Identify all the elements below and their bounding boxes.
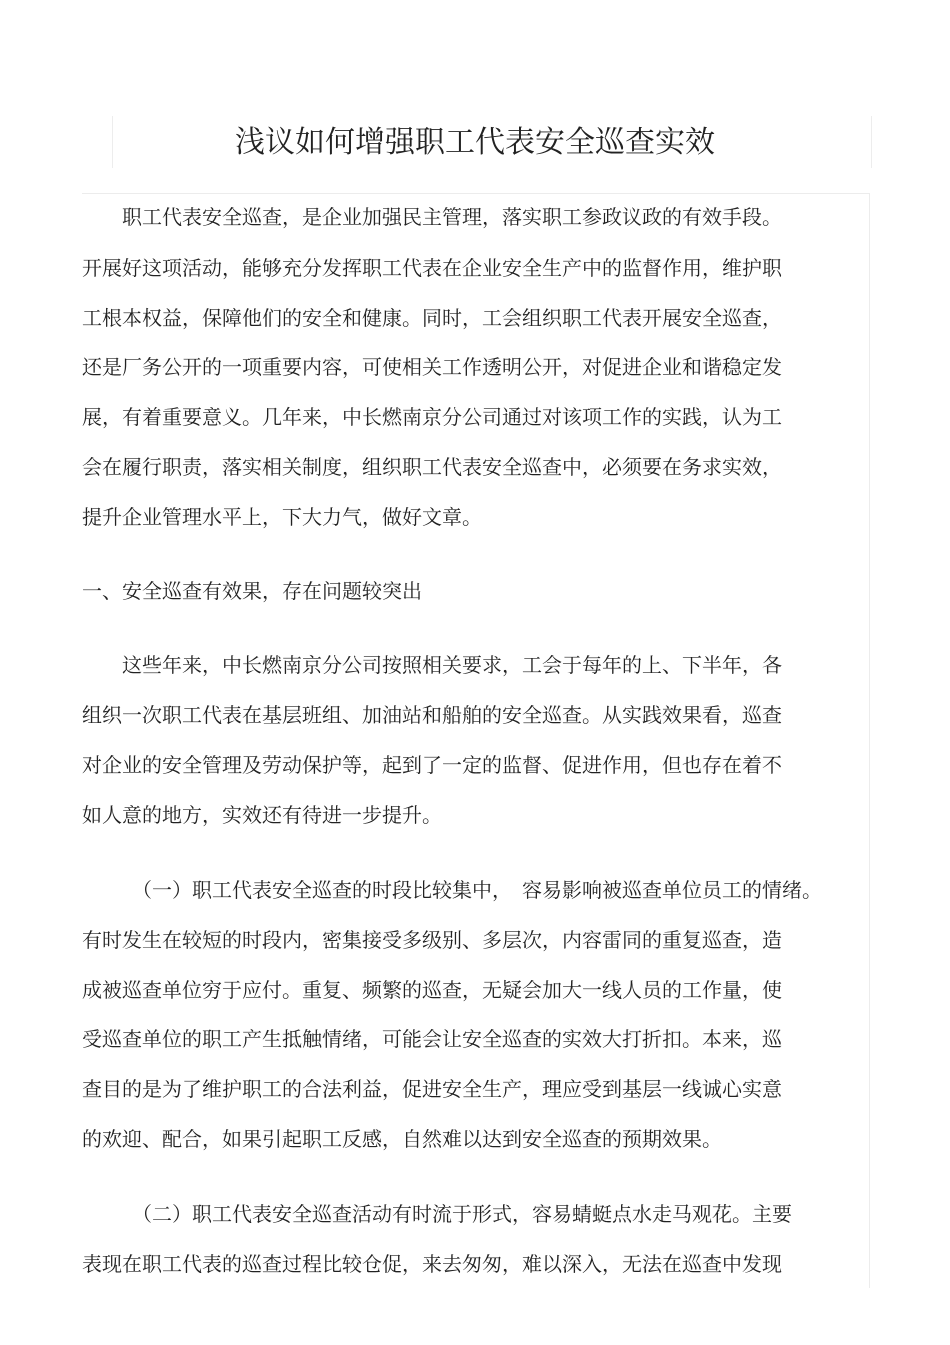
- paragraph-1-line-6: 会在履行职责，落实相关制度，组织职工代表安全巡查中，必须要在务求实效，: [82, 455, 782, 479]
- paragraph-3-line-4: 受巡查单位的职工产生抵触情绪，可能会让安全巡查的实效大打折扣。本来，巡: [82, 1027, 782, 1051]
- title-separator: [82, 193, 870, 194]
- paragraph-3-line-1: （一）职工代表安全巡查的时段比较集中， 容易影响被巡查单位员工的情绪。: [132, 878, 822, 902]
- paragraph-3-line-2: 有时发生在较短的时段内，密集接受多级别、多层次，内容雷同的重复巡查，造: [82, 928, 782, 952]
- paragraph-2-line-1: 这些年来，中长燃南京分公司按照相关要求，工会于每年的上、下半年，各: [122, 653, 782, 677]
- paragraph-2-line-3: 对企业的安全管理及劳动保护等，起到了一定的监督、促进作用，但也存在着不: [82, 753, 782, 777]
- paragraph-2-line-4: 如人意的地方，实效还有待进一步提升。: [82, 803, 442, 827]
- document-title: 浅议如何增强职工代表安全巡查实效: [235, 125, 715, 160]
- paragraph-3-line-6: 的欢迎、配合，如果引起职工反感，自然难以达到安全巡查的预期效果。: [82, 1127, 722, 1151]
- paragraph-1-line-7: 提升企业管理水平上，下大力气，做好文章。: [82, 505, 482, 529]
- page-right-border: [869, 193, 870, 1288]
- paragraph-3-line-5: 查目的是为了维护职工的合法利益，促进安全生产，理应受到基层一线诚心实意: [82, 1077, 782, 1101]
- paragraph-1-line-5: 展，有着重要意义。几年来，中长燃南京分公司通过对该项工作的实践，认为工: [82, 405, 782, 429]
- paragraph-4-line-2: 表现在职工代表的巡查过程比较仓促，来去匆匆，难以深入，无法在巡查中发现: [82, 1252, 782, 1276]
- paragraph-3-line-3: 成被巡查单位穷于应付。重复、频繁的巡查，无疑会加大一线人员的工作量，使: [82, 978, 782, 1002]
- paragraph-1-line-2: 开展好这项活动，能够充分发挥职工代表在企业安全生产中的监督作用，维护职: [82, 256, 782, 280]
- paragraph-2-line-2: 组织一次职工代表在基层班组、加油站和船舶的安全巡查。从实践效果看，巡查: [82, 703, 782, 727]
- paragraph-1-line-4: 还是厂务公开的一项重要内容，可使相关工作透明公开，对促进企业和谐稳定发: [82, 355, 782, 379]
- paragraph-1-line-1: 职工代表安全巡查，是企业加强民主管理，落实职工参政议政的有效手段。: [122, 205, 782, 229]
- section-heading-1: 一、安全巡查有效果，存在问题较突出: [82, 579, 422, 603]
- paragraph-4-line-1: （二）职工代表安全巡查活动有时流于形式，容易蜻蜓点水走马观花。主要: [132, 1202, 792, 1226]
- paragraph-1-line-3: 工根本权益，保障他们的安全和健康。同时，工会组织职工代表开展安全巡查，: [82, 306, 782, 330]
